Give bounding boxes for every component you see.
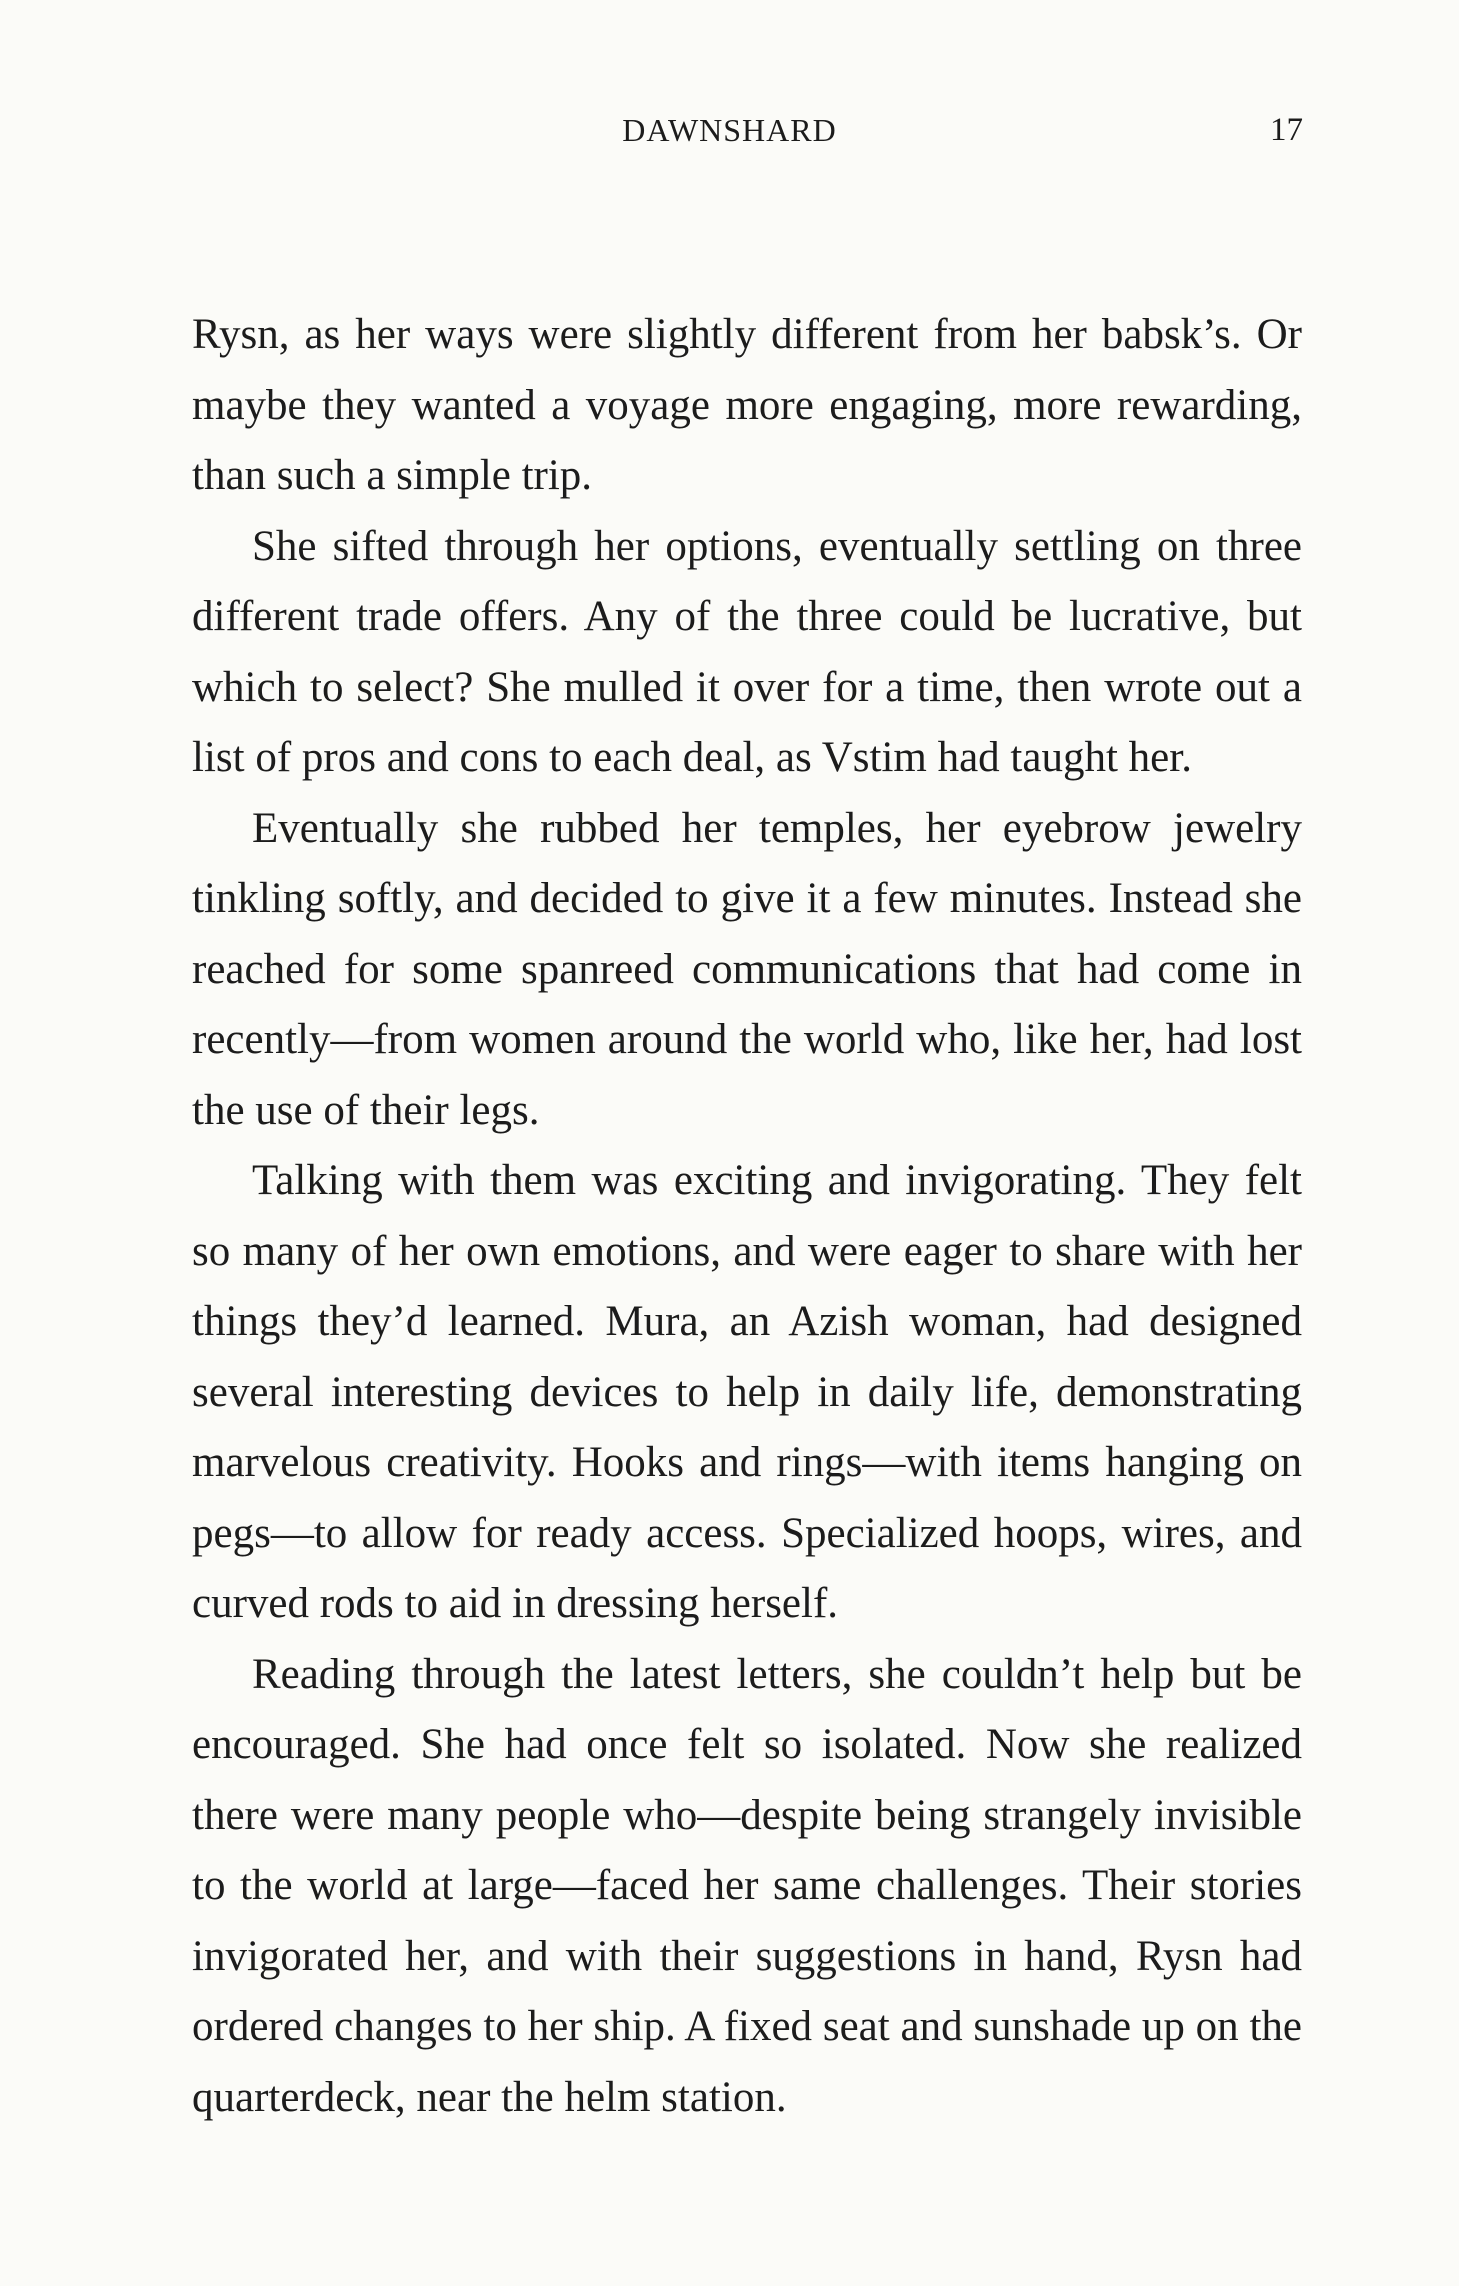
paragraph: Rysn, as her ways were slightly different from her babsk’s. Or maybe they wanted a voyage more engaging, more rewarding, than such a simple trip. bbox=[192, 311, 1302, 499]
body-text bbox=[192, 300, 1302, 2133]
paragraph: Eventually she rubbed her temples, her eyebrow jewelry tinkling softly, and decided to give it a few minutes. Instead she reached for some spanreed communications that had come in recently—from women around the world who, like her, had lost the use of their legs. bbox=[192, 804, 1302, 1134]
paragraph: Talking with them was exciting and invigorating. They felt so many of her own emotions, and were eager to share with her things they’d learned. Mura, an Azish woman, had designed several interesting devices to help in daily life, demonstrating marvelous creativity. Hooks and rings—with items hanging on pegs—to allow for ready access. Specialized hoops, wires, and curved rods to aid in dressing herself. bbox=[192, 1157, 1302, 1627]
paragraph: Reading through the latest letters, she couldn’t help but be encouraged. She had once felt so isolated. Now she realized there were many people who—despite being strangely invisible to the world at large—faced her same challenges. Their stories invigorated her, and with their suggestions in hand, Rysn had ordered changes to her ship. A fixed seat and sunshade up on the quarterdeck, near the helm station. bbox=[192, 1650, 1302, 2121]
paragraph: She sifted through her options, eventually settling on three different trade offers. Any of the three could be lucrative, but which to select? She mulled it over for a time, then wrote out a list of pros and cons to each deal, as Vstim had taught her. bbox=[192, 522, 1302, 781]
book-title: DAWNSHARD bbox=[622, 112, 837, 148]
page-number: 17 bbox=[1270, 112, 1303, 148]
running-head bbox=[0, 112, 1459, 162]
